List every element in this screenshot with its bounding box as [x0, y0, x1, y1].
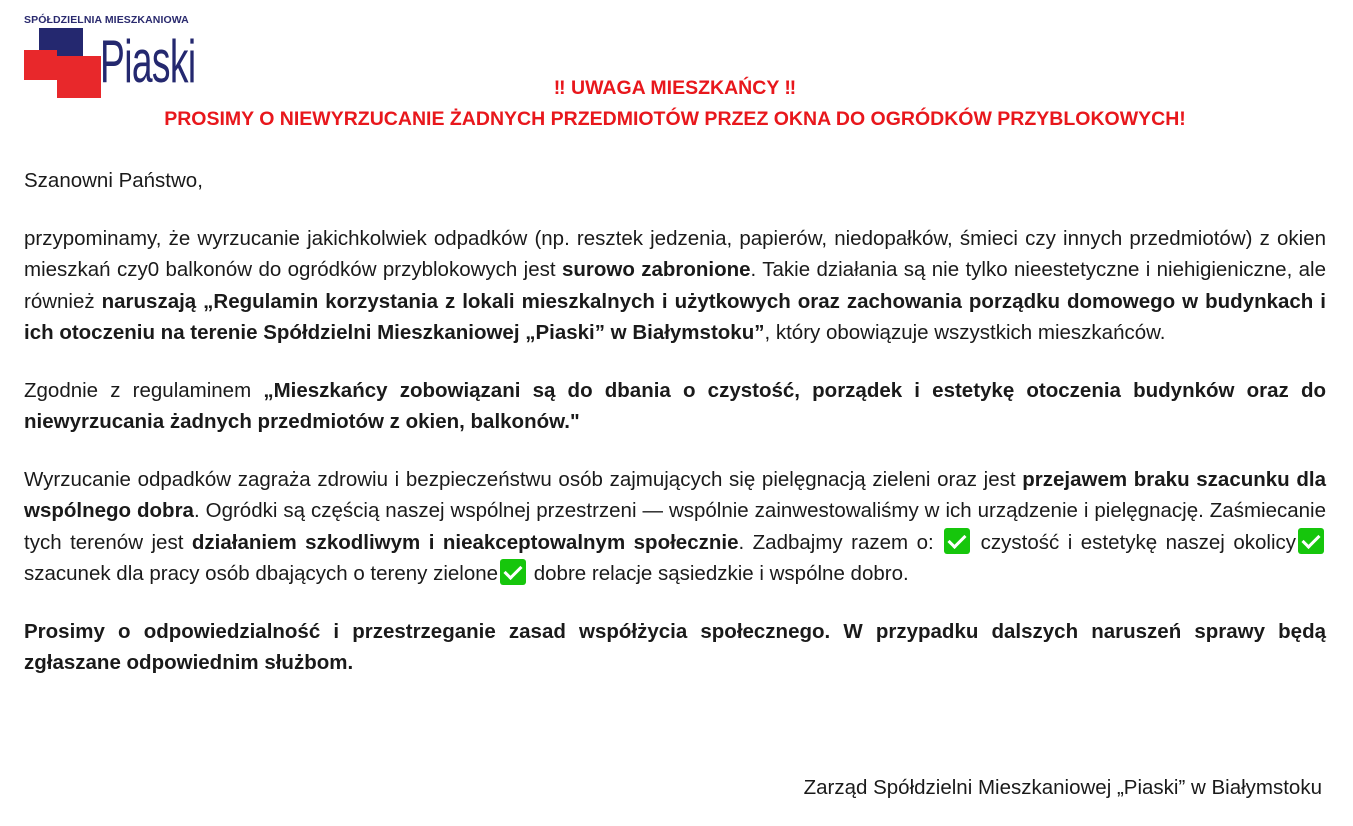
paragraph-2: [24, 375, 1326, 438]
p1-bold-2: naruszają „Regulamin korzystania z lokali mieszkalnych i użytkowych oraz zachowania porządku domowego w budynkach i ich otoczeniu na terenie Spółdzielni Mieszkaniowej „Piaski” w Białymstoku”: [24, 289, 1326, 344]
p3-item-2: szacunek dla pracy osób dbających o tereny zielone: [24, 562, 499, 585]
p1-text-1: przypominamy, że wyrzucanie jakichkolwiek odpadków (np. resztek jedzenia, papierów, niedopałków, śmieci czy innych przedmiotów) z okien mieszkań czy0 balkonów do ogródków przyblokowych jest: [24, 226, 1326, 281]
p1-text-3: , który obowiązuje wszystkich mieszkańców.: [764, 321, 1166, 344]
logo-word: Piaski: [100, 28, 196, 95]
paragraph-3: [24, 464, 1326, 590]
p2-text-1: Zgodnie z regulaminem: [24, 378, 264, 402]
p3-text-2: . Ogródki są częścią naszej wspólnej przestrzeni — wspólnie zainwestowaliśmy w ich urządzenie i pielęgnację. Zaśmiecanie tych terenów jest: [24, 499, 1326, 554]
logo-top-text: SPÓŁDZIELNIA MIESZKANIOWA: [24, 14, 189, 26]
p3-bold-2: działaniem szkodliwym i nieakceptowalnym społecznie: [191, 530, 739, 554]
p3-item-1: czystość i estetykę naszej okolicy: [972, 530, 1296, 554]
p2-bold-1: „Mieszkańcy zobowiązani są do dbania o czystość, porządek i estetykę otoczenia budynków oraz do niewyrzucania żadnych przedmiotów z okien, balkonów.": [24, 378, 1326, 433]
check-mark-icon: [944, 528, 970, 554]
p4-bold: Prosimy o odpowiedzialność i przestrzeganie zasad współżycia społecznego. W przypadku dalszych naruszeń sprawy będą zgłaszane odpowiednim służbom.: [24, 619, 1326, 674]
warning-subheading: PROSIMY O NIEWYRZUCANIE ŻADNYCH PRZEDMIOTÓW PRZEZ OKNA DO OGRÓDKÓW PRZYBLOKOWYCH!: [164, 108, 1186, 130]
signature: Zarząd Spółdzielni Mieszkaniowej „Piaski” w Białymstoku: [803, 776, 1322, 799]
warning-heading: ‼ UWAGA MIESZKAŃCY ‼: [553, 77, 797, 99]
paragraph-4: [24, 616, 1326, 679]
p3-item-3: dobre relacje sąsiedzkie i wspólne dobro.: [528, 562, 909, 585]
p3-text-1: Wyrzucanie odpadków zagraża zdrowiu i bezpieczeństwu osób zajmujących się pielęgnacją zieleni oraz jest: [24, 467, 1023, 491]
check-mark-icon: [500, 559, 526, 585]
paragraph-1: [24, 223, 1326, 349]
letter-body: [24, 165, 1326, 679]
p3-text-3: . Zadbajmy razem o:: [738, 530, 943, 554]
greeting: Szanowni Państwo,: [24, 169, 203, 192]
p1-bold-1: surowo zabronione: [561, 258, 751, 281]
p1-text-2: . Takie działania są nie tylko nieestetyczne i niehigieniczne, ale również: [24, 258, 1326, 313]
check-mark-icon: [1298, 528, 1324, 554]
p3-bold-1: przejawem braku szacunku dla wspólnego dobra: [24, 467, 1326, 522]
